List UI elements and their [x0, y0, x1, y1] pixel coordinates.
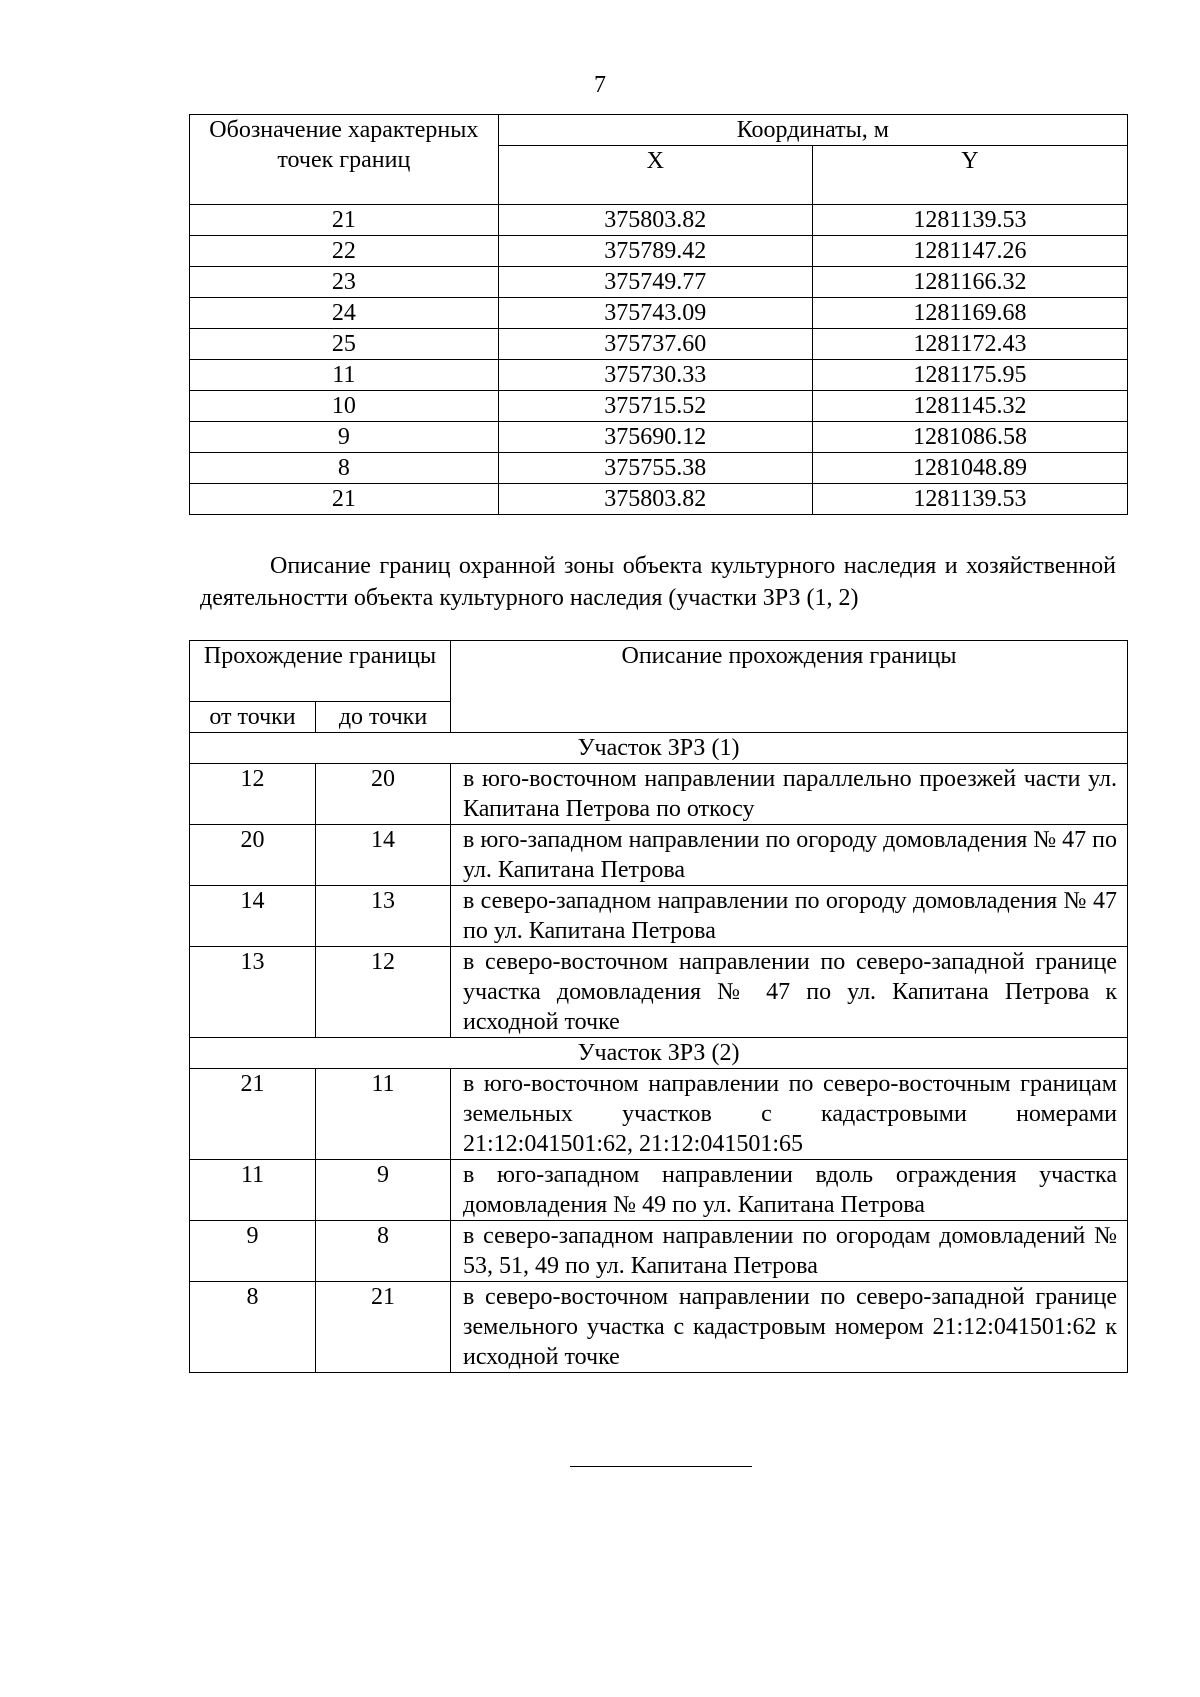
table-row: [190, 236, 1128, 267]
cell-x: 375749.77: [498, 267, 812, 298]
cell-to: 9: [316, 1160, 451, 1221]
column-header-coordinates: Координаты, м: [498, 115, 1127, 146]
cell-point: 24: [190, 298, 499, 329]
table-row: [190, 825, 1128, 886]
column-header-passage: Прохождение границы: [190, 641, 451, 702]
table-row: [190, 1160, 1128, 1221]
column-header-from: от точки: [190, 702, 316, 733]
cell-y: 1281139.53: [812, 484, 1127, 515]
column-header-point: Обозначение характерных точек границ: [190, 115, 499, 205]
cell-description: в юго-западном направлении вдоль ограждения участка домовладения № 49 по ул. Капитана Петрова: [451, 1160, 1128, 1221]
cell-to: 14: [316, 825, 451, 886]
separator-line: [570, 1466, 752, 1467]
cell-point: 8: [190, 453, 499, 484]
cell-x: 375737.60: [498, 329, 812, 360]
cell-x: 375803.82: [498, 484, 812, 515]
cell-point: 22: [190, 236, 499, 267]
boundary-description-table: [189, 640, 1128, 1373]
cell-description: в северо-западном направлении по огороду домовладения № 47 по ул. Капитана Петрова: [451, 886, 1128, 947]
table-row: [190, 484, 1128, 515]
cell-to: 20: [316, 764, 451, 825]
cell-x: 375715.52: [498, 391, 812, 422]
cell-from: 9: [190, 1221, 316, 1282]
cell-x: 375730.33: [498, 360, 812, 391]
cell-from: 8: [190, 1282, 316, 1373]
table-row: [190, 329, 1128, 360]
cell-point: 10: [190, 391, 499, 422]
column-header-to: до точки: [316, 702, 451, 733]
table-row: [190, 360, 1128, 391]
cell-y: 1281139.53: [812, 205, 1127, 236]
table-row: [190, 267, 1128, 298]
page-number: 7: [594, 72, 606, 98]
table-row: [190, 205, 1128, 236]
cell-y: 1281145.32: [812, 391, 1127, 422]
cell-y: 1281172.43: [812, 329, 1127, 360]
cell-point: 21: [190, 484, 499, 515]
cell-y: 1281147.26: [812, 236, 1127, 267]
cell-description: в юго-восточном направлении параллельно проезжей части ул. Капитана Петрова по откосу: [451, 764, 1128, 825]
cell-to: 11: [316, 1069, 451, 1160]
cell-from: 13: [190, 947, 316, 1038]
cell-x: 375803.82: [498, 205, 812, 236]
cell-from: 21: [190, 1069, 316, 1160]
cell-description: в юго-западном направлении по огороду домовладения № 47 по ул. Капитана Петрова: [451, 825, 1128, 886]
table-row: [190, 422, 1128, 453]
cell-point: 9: [190, 422, 499, 453]
table-row: [190, 298, 1128, 329]
section-title: Участок ЗРЗ (2): [190, 1038, 1128, 1069]
cell-to: 21: [316, 1282, 451, 1373]
cell-from: 11: [190, 1160, 316, 1221]
cell-x: 375789.42: [498, 236, 812, 267]
table-row: [190, 764, 1128, 825]
table-row: [190, 947, 1128, 1038]
cell-x: 375690.12: [498, 422, 812, 453]
section-title: Участок ЗРЗ (1): [190, 733, 1128, 764]
cell-point: 25: [190, 329, 499, 360]
cell-description: в северо-восточном направлении по северо-западной границе земельного участка с кадастровым номером 21:12:041501:62 к исходной точке: [451, 1282, 1128, 1373]
cell-point: 21: [190, 205, 499, 236]
section-row: [190, 1038, 1128, 1069]
table-row: [190, 1069, 1128, 1160]
section-caption: Описание границ охранной зоны объекта культурного наследия и хозяйственной деятельностти объекта культурного наследия (участки ЗРЗ (1, 2): [200, 553, 1116, 611]
coordinates-table: [189, 114, 1128, 515]
table-row: [190, 886, 1128, 947]
table-row: [190, 1282, 1128, 1373]
column-header-y: Y: [812, 146, 1127, 205]
cell-to: 13: [316, 886, 451, 947]
cell-x: 375743.09: [498, 298, 812, 329]
cell-to: 8: [316, 1221, 451, 1282]
table-row: [190, 1221, 1128, 1282]
cell-x: 375755.38: [498, 453, 812, 484]
cell-point: 23: [190, 267, 499, 298]
cell-y: 1281169.68: [812, 298, 1127, 329]
cell-from: 14: [190, 886, 316, 947]
cell-description: в северо-западном направлении по огородам домовладений № 53, 51, 49 по ул. Капитана Петрова: [451, 1221, 1128, 1282]
section-row: [190, 733, 1128, 764]
table-row: [190, 391, 1128, 422]
column-header-x: X: [498, 146, 812, 205]
cell-y: 1281166.32: [812, 267, 1127, 298]
column-header-description: Описание прохождения границы: [451, 641, 1128, 733]
cell-y: 1281048.89: [812, 453, 1127, 484]
cell-from: 12: [190, 764, 316, 825]
cell-y: 1281086.58: [812, 422, 1127, 453]
cell-point: 11: [190, 360, 499, 391]
cell-y: 1281175.95: [812, 360, 1127, 391]
cell-description: в юго-восточном направлении по северо-восточным границам земельных участков с кадастровыми номерами 21:12:041501:62, 21:12:041501:65: [451, 1069, 1128, 1160]
table-row: [190, 453, 1128, 484]
cell-description: в северо-восточном направлении по северо-западной границе участка домовладения № 47 по ул. Капитана Петрова к исходной точке: [451, 947, 1128, 1038]
cell-from: 20: [190, 825, 316, 886]
cell-to: 12: [316, 947, 451, 1038]
